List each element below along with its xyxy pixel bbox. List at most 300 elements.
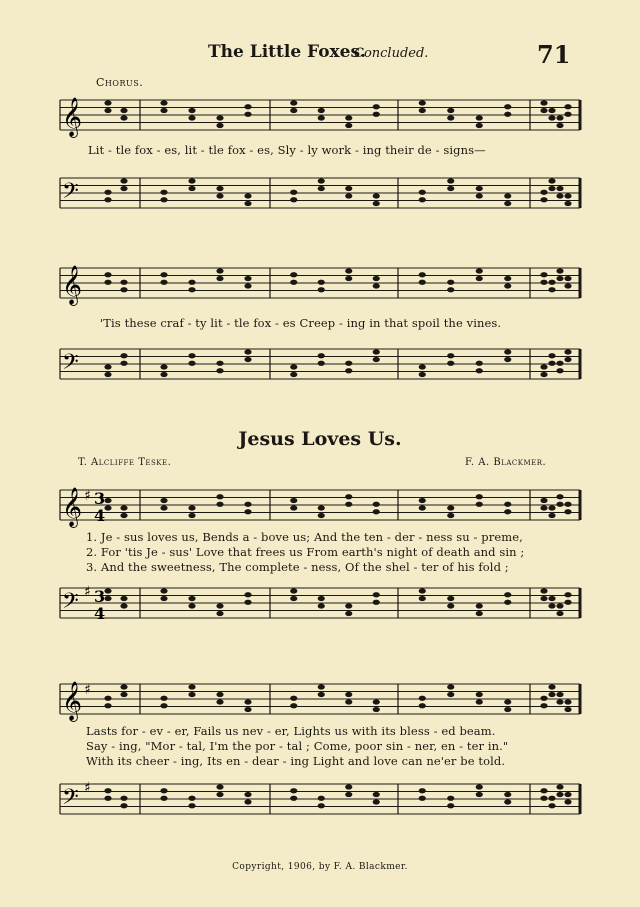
sharp-icon: ♯ bbox=[84, 584, 91, 600]
note-head bbox=[447, 803, 454, 808]
hymn-verse-2-line-2: Say - ing, "Mor - tal, I'm the por - tal ; Come, poor sin - ner, en - ter in." bbox=[86, 739, 509, 753]
note-head bbox=[160, 796, 167, 801]
note-head bbox=[373, 600, 380, 605]
note-head bbox=[290, 108, 297, 113]
note-head bbox=[540, 498, 547, 503]
note-head bbox=[540, 788, 547, 793]
note-head bbox=[160, 596, 167, 601]
note-head bbox=[120, 513, 127, 518]
note-head bbox=[104, 100, 111, 105]
note-head bbox=[120, 361, 127, 366]
note-head bbox=[216, 502, 223, 507]
note-head bbox=[216, 611, 223, 616]
note-head bbox=[476, 699, 483, 704]
note-head bbox=[476, 186, 483, 191]
note-head bbox=[318, 115, 325, 120]
note-head bbox=[104, 596, 111, 601]
note-head bbox=[556, 193, 563, 198]
note-head bbox=[318, 803, 325, 808]
note-head bbox=[216, 692, 223, 697]
note-head bbox=[290, 703, 297, 708]
note-head bbox=[318, 280, 325, 285]
note-head bbox=[556, 502, 563, 507]
note-head bbox=[564, 592, 571, 597]
note-head bbox=[540, 696, 547, 701]
note-head bbox=[373, 104, 380, 109]
note-head bbox=[104, 280, 111, 285]
bass-clef-icon: 𝄢 bbox=[62, 785, 79, 815]
note-head bbox=[188, 684, 195, 689]
note-head bbox=[120, 287, 127, 292]
note-head bbox=[504, 349, 511, 354]
note-head bbox=[476, 115, 483, 120]
note-head bbox=[556, 368, 563, 373]
note-head bbox=[120, 178, 127, 183]
note-head bbox=[345, 611, 352, 616]
note-head bbox=[373, 201, 380, 206]
note-head bbox=[476, 502, 483, 507]
note-head bbox=[216, 115, 223, 120]
time-signature-bottom: 4 bbox=[94, 506, 106, 525]
note-head bbox=[188, 361, 195, 366]
note-head bbox=[373, 349, 380, 354]
note-head bbox=[447, 186, 454, 191]
note-head bbox=[120, 353, 127, 358]
note-head bbox=[447, 353, 454, 358]
note-head bbox=[244, 276, 251, 281]
note-head bbox=[419, 108, 426, 113]
note-head bbox=[564, 600, 571, 605]
bass-clef-icon: 𝄢 bbox=[62, 350, 79, 380]
note-head bbox=[120, 108, 127, 113]
note-head bbox=[540, 505, 547, 510]
note-head bbox=[556, 268, 563, 273]
note-head bbox=[104, 190, 111, 195]
note-head bbox=[419, 272, 426, 277]
note-head bbox=[290, 100, 297, 105]
note-head bbox=[540, 588, 547, 593]
note-head bbox=[447, 692, 454, 697]
note-head bbox=[419, 596, 426, 601]
note-head bbox=[188, 115, 195, 120]
chorus-system-2-bass-staff bbox=[60, 345, 580, 383]
note-head bbox=[160, 364, 167, 369]
note-head bbox=[419, 588, 426, 593]
note-head bbox=[104, 788, 111, 793]
note-head bbox=[160, 280, 167, 285]
note-head bbox=[556, 115, 563, 120]
note-head bbox=[564, 201, 571, 206]
note-head bbox=[548, 505, 555, 510]
note-head bbox=[216, 268, 223, 273]
note-head bbox=[216, 699, 223, 704]
note-head bbox=[476, 603, 483, 608]
note-head bbox=[504, 201, 511, 206]
note-head bbox=[540, 796, 547, 801]
note-head bbox=[104, 703, 111, 708]
note-head bbox=[216, 784, 223, 789]
time-signature-top: 3 bbox=[94, 587, 106, 606]
note-head bbox=[447, 603, 454, 608]
note-head bbox=[318, 178, 325, 183]
note-head bbox=[548, 692, 555, 697]
note-head bbox=[548, 684, 555, 689]
note-head bbox=[188, 596, 195, 601]
hymn-system-1-treble-staff bbox=[60, 486, 580, 527]
note-head bbox=[504, 792, 511, 797]
note-head bbox=[373, 792, 380, 797]
note-head bbox=[160, 505, 167, 510]
note-head bbox=[244, 699, 251, 704]
note-head bbox=[419, 190, 426, 195]
note-head bbox=[318, 692, 325, 697]
note-head bbox=[160, 372, 167, 377]
note-head bbox=[548, 596, 555, 601]
note-head bbox=[104, 108, 111, 113]
note-head bbox=[540, 596, 547, 601]
note-head bbox=[373, 707, 380, 712]
note-head bbox=[373, 112, 380, 117]
time-signature-top: 3 bbox=[94, 489, 106, 508]
note-head bbox=[476, 494, 483, 499]
note-head bbox=[345, 699, 352, 704]
note-head bbox=[504, 193, 511, 198]
chorus-label: Chorus. bbox=[96, 76, 144, 89]
note-head bbox=[160, 788, 167, 793]
note-head bbox=[160, 108, 167, 113]
note-head bbox=[504, 600, 511, 605]
note-head bbox=[290, 498, 297, 503]
note-head bbox=[548, 178, 555, 183]
note-head bbox=[160, 498, 167, 503]
note-head bbox=[318, 603, 325, 608]
note-head bbox=[120, 603, 127, 608]
note-head bbox=[216, 361, 223, 366]
note-head bbox=[318, 353, 325, 358]
note-head bbox=[504, 509, 511, 514]
note-head bbox=[120, 692, 127, 697]
note-head bbox=[188, 287, 195, 292]
note-head bbox=[476, 692, 483, 697]
note-head bbox=[504, 799, 511, 804]
page-title: The Little Foxes. bbox=[208, 42, 366, 62]
note-head bbox=[419, 505, 426, 510]
note-head bbox=[447, 108, 454, 113]
note-head bbox=[120, 186, 127, 191]
note-head bbox=[160, 190, 167, 195]
note-head bbox=[504, 276, 511, 281]
note-head bbox=[504, 104, 511, 109]
note-head bbox=[373, 193, 380, 198]
note-head bbox=[419, 788, 426, 793]
hymn-verse-2-line-1: 2. For 'tis Je - sus' Love that frees us From earth's night of death and sin ; bbox=[86, 545, 525, 559]
note-head bbox=[447, 178, 454, 183]
note-head bbox=[160, 696, 167, 701]
note-head bbox=[290, 280, 297, 285]
note-head bbox=[345, 502, 352, 507]
note-head bbox=[556, 361, 563, 366]
note-head bbox=[345, 186, 352, 191]
sharp-icon: ♯ bbox=[84, 682, 91, 698]
note-head bbox=[188, 692, 195, 697]
note-head bbox=[104, 498, 111, 503]
note-head bbox=[564, 509, 571, 514]
note-head bbox=[104, 505, 111, 510]
note-head bbox=[556, 792, 563, 797]
note-head bbox=[104, 364, 111, 369]
note-head bbox=[447, 287, 454, 292]
note-head bbox=[556, 699, 563, 704]
note-head bbox=[160, 588, 167, 593]
note-head bbox=[345, 494, 352, 499]
note-head bbox=[120, 115, 127, 120]
note-head bbox=[504, 283, 511, 288]
hymn-system-2-treble-staff bbox=[60, 680, 580, 721]
note-head bbox=[476, 268, 483, 273]
note-head bbox=[540, 190, 547, 195]
note-head bbox=[188, 186, 195, 191]
note-head bbox=[345, 276, 352, 281]
note-head bbox=[419, 280, 426, 285]
hymn-system-2-bass-staff bbox=[60, 780, 580, 818]
note-head bbox=[104, 696, 111, 701]
note-head bbox=[504, 502, 511, 507]
note-head bbox=[188, 280, 195, 285]
note-head bbox=[556, 611, 563, 616]
note-head bbox=[244, 201, 251, 206]
note-head bbox=[447, 796, 454, 801]
note-head bbox=[564, 357, 571, 362]
sharp-icon: ♯ bbox=[84, 780, 91, 796]
note-head bbox=[345, 361, 352, 366]
note-head bbox=[216, 276, 223, 281]
chorus-system-1-treble-staff bbox=[60, 96, 580, 137]
title-note: Concluded. bbox=[354, 46, 429, 61]
treble-clef-icon: 𝄞 bbox=[62, 97, 83, 137]
note-head bbox=[548, 108, 555, 113]
note-head bbox=[504, 707, 511, 712]
note-head bbox=[216, 494, 223, 499]
note-head bbox=[373, 276, 380, 281]
note-head bbox=[564, 349, 571, 354]
note-head bbox=[447, 280, 454, 285]
note-head bbox=[548, 186, 555, 191]
note-head bbox=[373, 592, 380, 597]
note-head bbox=[318, 186, 325, 191]
note-head bbox=[373, 283, 380, 288]
note-head bbox=[244, 792, 251, 797]
note-head bbox=[120, 803, 127, 808]
note-head bbox=[120, 596, 127, 601]
note-head bbox=[216, 193, 223, 198]
note-head bbox=[476, 123, 483, 128]
note-head bbox=[548, 803, 555, 808]
note-head bbox=[419, 796, 426, 801]
note-head bbox=[556, 603, 563, 608]
note-head bbox=[244, 357, 251, 362]
note-head bbox=[290, 696, 297, 701]
note-head bbox=[290, 796, 297, 801]
note-head bbox=[548, 796, 555, 801]
hymn-title: Jesus Loves Us. bbox=[238, 428, 402, 450]
note-head bbox=[290, 197, 297, 202]
note-head bbox=[564, 502, 571, 507]
chorus-system-2-treble-staff bbox=[60, 264, 580, 305]
note-head bbox=[345, 692, 352, 697]
note-head bbox=[244, 707, 251, 712]
note-head bbox=[216, 123, 223, 128]
note-head bbox=[504, 592, 511, 597]
note-head bbox=[216, 792, 223, 797]
note-head bbox=[290, 505, 297, 510]
note-head bbox=[540, 197, 547, 202]
note-head bbox=[244, 509, 251, 514]
chorus-lyrics-line-1: Lit - tle fox - es, lit - tle fox - es, Sly - ly work - ing their de - signs— bbox=[88, 143, 486, 157]
note-head bbox=[447, 115, 454, 120]
note-head bbox=[104, 796, 111, 801]
note-head bbox=[345, 368, 352, 373]
note-head bbox=[476, 361, 483, 366]
note-head bbox=[556, 276, 563, 281]
note-head bbox=[540, 272, 547, 277]
note-head bbox=[564, 276, 571, 281]
treble-clef-icon: 𝄞 bbox=[62, 487, 83, 527]
note-head bbox=[188, 603, 195, 608]
note-head bbox=[345, 123, 352, 128]
note-head bbox=[244, 600, 251, 605]
note-head bbox=[447, 684, 454, 689]
note-head bbox=[556, 784, 563, 789]
note-head bbox=[373, 799, 380, 804]
note-head bbox=[188, 108, 195, 113]
note-head bbox=[564, 193, 571, 198]
note-head bbox=[564, 707, 571, 712]
hymn-verse-3-line-2: With its cheer - ing, Its en - dear - ing Light and love can ne'er be told. bbox=[86, 754, 506, 768]
note-head bbox=[160, 703, 167, 708]
note-head bbox=[540, 108, 547, 113]
note-head bbox=[419, 696, 426, 701]
note-head bbox=[556, 494, 563, 499]
note-head bbox=[290, 364, 297, 369]
note-head bbox=[548, 353, 555, 358]
note-head bbox=[216, 186, 223, 191]
note-head bbox=[476, 611, 483, 616]
note-head bbox=[373, 357, 380, 362]
hymn-system-1-bass-staff bbox=[60, 584, 580, 622]
note-head bbox=[564, 104, 571, 109]
note-head bbox=[188, 505, 195, 510]
note-head bbox=[447, 505, 454, 510]
note-head bbox=[244, 592, 251, 597]
note-head bbox=[244, 799, 251, 804]
note-head bbox=[419, 498, 426, 503]
note-head bbox=[120, 684, 127, 689]
note-head bbox=[345, 193, 352, 198]
note-head bbox=[244, 112, 251, 117]
note-head bbox=[556, 186, 563, 191]
note-head bbox=[540, 703, 547, 708]
note-head bbox=[564, 699, 571, 704]
chorus-system-1-bass-staff bbox=[60, 174, 580, 212]
note-head bbox=[188, 796, 195, 801]
note-head bbox=[419, 703, 426, 708]
note-head bbox=[476, 792, 483, 797]
note-head bbox=[564, 792, 571, 797]
note-head bbox=[216, 603, 223, 608]
hymn-verse-1-line-1: 1. Je - sus loves us, Bends a - bove us; And the ten - der - ness su - preme, bbox=[86, 530, 523, 544]
note-head bbox=[318, 361, 325, 366]
note-head bbox=[244, 104, 251, 109]
note-head bbox=[447, 513, 454, 518]
note-head bbox=[447, 596, 454, 601]
note-head bbox=[548, 280, 555, 285]
note-head bbox=[244, 502, 251, 507]
bass-clef-icon: 𝄢 bbox=[62, 179, 79, 209]
note-head bbox=[419, 364, 426, 369]
note-head bbox=[345, 115, 352, 120]
note-head bbox=[345, 792, 352, 797]
sharp-icon: ♯ bbox=[84, 488, 91, 504]
note-head bbox=[120, 280, 127, 285]
note-head bbox=[290, 788, 297, 793]
note-head bbox=[290, 272, 297, 277]
note-head bbox=[540, 372, 547, 377]
time-signature-bottom: 4 bbox=[94, 604, 106, 623]
note-head bbox=[556, 692, 563, 697]
note-head bbox=[540, 100, 547, 105]
note-head bbox=[419, 372, 426, 377]
note-head bbox=[318, 596, 325, 601]
composer-credit: F. A. Blackmer. bbox=[465, 457, 547, 468]
note-head bbox=[216, 368, 223, 373]
chorus-lyrics-line-2: 'Tis these craf - ty lit - tle fox - es Creep - ing in that spoil the vines. bbox=[100, 316, 502, 330]
note-head bbox=[373, 509, 380, 514]
bass-clef-icon: 𝄢 bbox=[62, 589, 79, 619]
note-head bbox=[318, 513, 325, 518]
note-head bbox=[548, 361, 555, 366]
note-head bbox=[476, 368, 483, 373]
note-head bbox=[318, 505, 325, 510]
note-head bbox=[104, 272, 111, 277]
note-head bbox=[318, 108, 325, 113]
note-head bbox=[548, 603, 555, 608]
treble-clef-icon: 𝄞 bbox=[62, 681, 83, 721]
note-head bbox=[120, 505, 127, 510]
note-head bbox=[345, 603, 352, 608]
note-head bbox=[160, 100, 167, 105]
note-head bbox=[290, 190, 297, 195]
note-head bbox=[290, 596, 297, 601]
note-head bbox=[373, 502, 380, 507]
note-head bbox=[104, 372, 111, 377]
note-head bbox=[244, 193, 251, 198]
note-head bbox=[504, 699, 511, 704]
note-head bbox=[504, 112, 511, 117]
note-head bbox=[419, 100, 426, 105]
hymn-verse-1-line-2: Lasts for - ev - er, Fails us nev - er, Lights us with its bless - ed beam. bbox=[86, 724, 496, 738]
note-head bbox=[290, 588, 297, 593]
note-head bbox=[447, 361, 454, 366]
note-head bbox=[345, 268, 352, 273]
note-head bbox=[160, 197, 167, 202]
note-head bbox=[564, 112, 571, 117]
hymn-verse-3-line-1: 3. And the sweetness, The complete - ness, Of the shel - ter of his fold ; bbox=[86, 560, 509, 574]
copyright-notice: Copyright, 1906, by F. A. Blackmer. bbox=[232, 862, 408, 872]
note-head bbox=[188, 178, 195, 183]
note-head bbox=[540, 280, 547, 285]
note-head bbox=[548, 115, 555, 120]
note-head bbox=[419, 197, 426, 202]
